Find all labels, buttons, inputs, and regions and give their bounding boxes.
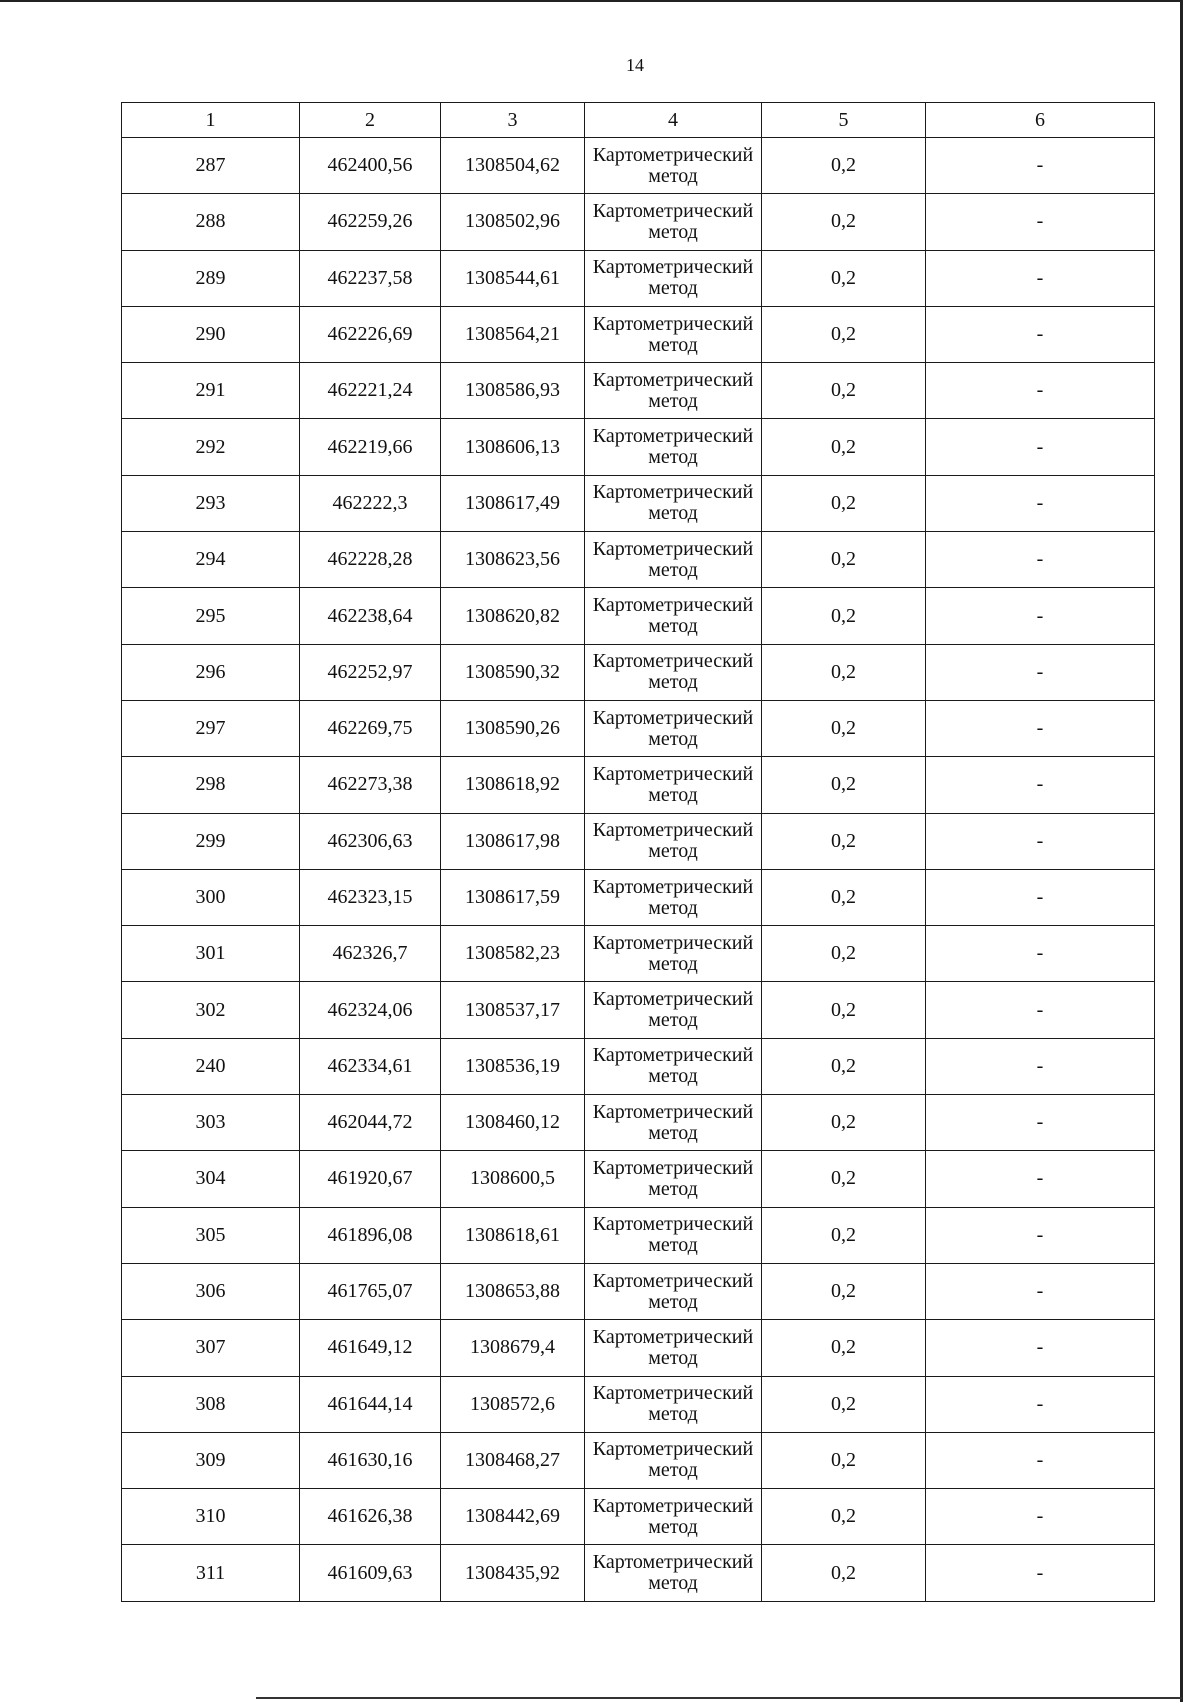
table-row (122, 1432, 1155, 1488)
accuracy-cell: 0,2 (762, 138, 926, 194)
accuracy-cell: 0,2 (762, 250, 926, 306)
header-row (122, 103, 1155, 138)
accuracy-cell: 0,2 (762, 1545, 926, 1601)
x-coordinate-cell: 462226,69 (300, 306, 441, 362)
table-row (122, 1376, 1155, 1432)
method-cell: Картометрический метод (585, 926, 762, 982)
accuracy-cell: 0,2 (762, 982, 926, 1038)
note-cell: - (926, 1151, 1155, 1207)
table-row (122, 982, 1155, 1038)
method-cell: Картометрический метод (585, 532, 762, 588)
accuracy-cell: 0,2 (762, 1151, 926, 1207)
method-cell: Картометрический метод (585, 1038, 762, 1094)
method-cell: Картометрический метод (585, 1320, 762, 1376)
x-coordinate-cell: 462269,75 (300, 700, 441, 756)
method-cell: Картометрический метод (585, 700, 762, 756)
accuracy-cell: 0,2 (762, 532, 926, 588)
point-number-cell: 298 (122, 757, 300, 813)
point-number-cell: 297 (122, 700, 300, 756)
accuracy-cell: 0,2 (762, 1320, 926, 1376)
point-number-cell: 309 (122, 1432, 300, 1488)
y-coordinate-cell: 1308617,59 (441, 869, 585, 925)
x-coordinate-cell: 461626,38 (300, 1489, 441, 1545)
x-coordinate-cell: 462400,56 (300, 138, 441, 194)
scan-edge-right (1180, 0, 1183, 1702)
column-header: 6 (926, 103, 1155, 138)
table-row (122, 869, 1155, 925)
y-coordinate-cell: 1308564,21 (441, 306, 585, 362)
y-coordinate-cell: 1308582,23 (441, 926, 585, 982)
note-cell: - (926, 869, 1155, 925)
method-cell: Картометрический метод (585, 1095, 762, 1151)
table-row (122, 250, 1155, 306)
note-cell: - (926, 982, 1155, 1038)
column-header: 4 (585, 103, 762, 138)
accuracy-cell: 0,2 (762, 363, 926, 419)
accuracy-cell: 0,2 (762, 644, 926, 700)
table-row (122, 588, 1155, 644)
y-coordinate-cell: 1308442,69 (441, 1489, 585, 1545)
note-cell: - (926, 1263, 1155, 1319)
x-coordinate-cell: 462273,38 (300, 757, 441, 813)
x-coordinate-cell: 462324,06 (300, 982, 441, 1038)
column-header: 5 (762, 103, 926, 138)
y-coordinate-cell: 1308586,93 (441, 363, 585, 419)
method-cell: Картометрический метод (585, 813, 762, 869)
table-row (122, 1489, 1155, 1545)
note-cell: - (926, 250, 1155, 306)
y-coordinate-cell: 1308617,49 (441, 475, 585, 531)
method-cell: Картометрический метод (585, 982, 762, 1038)
y-coordinate-cell: 1308620,82 (441, 588, 585, 644)
accuracy-cell: 0,2 (762, 1376, 926, 1432)
accuracy-cell: 0,2 (762, 1432, 926, 1488)
method-cell: Картометрический метод (585, 588, 762, 644)
accuracy-cell: 0,2 (762, 419, 926, 475)
y-coordinate-cell: 1308572,6 (441, 1376, 585, 1432)
point-number-cell: 306 (122, 1263, 300, 1319)
point-number-cell: 311 (122, 1545, 300, 1601)
method-cell: Картометрический метод (585, 644, 762, 700)
note-cell: - (926, 1376, 1155, 1432)
x-coordinate-cell: 462259,26 (300, 194, 441, 250)
note-cell: - (926, 813, 1155, 869)
note-cell: - (926, 644, 1155, 700)
x-coordinate-cell: 462323,15 (300, 869, 441, 925)
x-coordinate-cell: 462238,64 (300, 588, 441, 644)
x-coordinate-cell: 462326,7 (300, 926, 441, 982)
table-row (122, 813, 1155, 869)
table-row (122, 757, 1155, 813)
table-row (122, 363, 1155, 419)
point-number-cell: 307 (122, 1320, 300, 1376)
accuracy-cell: 0,2 (762, 700, 926, 756)
table-row (122, 1320, 1155, 1376)
table-row (122, 1207, 1155, 1263)
accuracy-cell: 0,2 (762, 869, 926, 925)
method-cell: Картометрический метод (585, 250, 762, 306)
x-coordinate-cell: 461765,07 (300, 1263, 441, 1319)
scan-edge-top (0, 0, 1182, 2)
table-row (122, 306, 1155, 362)
note-cell: - (926, 1095, 1155, 1151)
y-coordinate-cell: 1308618,61 (441, 1207, 585, 1263)
point-number-cell: 292 (122, 419, 300, 475)
table-row (122, 1545, 1155, 1601)
y-coordinate-cell: 1308653,88 (441, 1263, 585, 1319)
scan-edge-bottom (256, 1697, 1182, 1699)
point-number-cell: 290 (122, 306, 300, 362)
point-number-cell: 289 (122, 250, 300, 306)
point-number-cell: 300 (122, 869, 300, 925)
table-row (122, 419, 1155, 475)
table-row (122, 138, 1155, 194)
method-cell: Картометрический метод (585, 1545, 762, 1601)
x-coordinate-cell: 462044,72 (300, 1095, 441, 1151)
note-cell: - (926, 757, 1155, 813)
page-number: 14 (626, 55, 644, 75)
y-coordinate-cell: 1308536,19 (441, 1038, 585, 1094)
y-coordinate-cell: 1308590,32 (441, 644, 585, 700)
accuracy-cell: 0,2 (762, 1038, 926, 1094)
accuracy-cell: 0,2 (762, 813, 926, 869)
point-number-cell: 305 (122, 1207, 300, 1263)
method-cell: Картометрический метод (585, 475, 762, 531)
point-number-cell: 304 (122, 1151, 300, 1207)
method-cell: Картометрический метод (585, 1151, 762, 1207)
point-number-cell: 302 (122, 982, 300, 1038)
note-cell: - (926, 306, 1155, 362)
y-coordinate-cell: 1308435,92 (441, 1545, 585, 1601)
point-number-cell: 308 (122, 1376, 300, 1432)
note-cell: - (926, 1207, 1155, 1263)
method-cell: Картометрический метод (585, 1376, 762, 1432)
note-cell: - (926, 1432, 1155, 1488)
y-coordinate-cell: 1308618,92 (441, 757, 585, 813)
table-row (122, 644, 1155, 700)
note-cell: - (926, 475, 1155, 531)
table-row (122, 1151, 1155, 1207)
note-cell: - (926, 1320, 1155, 1376)
x-coordinate-cell: 462228,28 (300, 532, 441, 588)
accuracy-cell: 0,2 (762, 588, 926, 644)
accuracy-cell: 0,2 (762, 306, 926, 362)
accuracy-cell: 0,2 (762, 1207, 926, 1263)
point-number-cell: 293 (122, 475, 300, 531)
point-number-cell: 299 (122, 813, 300, 869)
accuracy-cell: 0,2 (762, 926, 926, 982)
point-number-cell: 301 (122, 926, 300, 982)
column-header: 1 (122, 103, 300, 138)
method-cell: Картометрический метод (585, 363, 762, 419)
method-cell: Картометрический метод (585, 869, 762, 925)
note-cell: - (926, 532, 1155, 588)
x-coordinate-cell: 461920,67 (300, 1151, 441, 1207)
x-coordinate-cell: 462219,66 (300, 419, 441, 475)
x-coordinate-cell: 462221,24 (300, 363, 441, 419)
accuracy-cell: 0,2 (762, 1263, 926, 1319)
x-coordinate-cell: 461644,14 (300, 1376, 441, 1432)
method-cell: Картометрический метод (585, 419, 762, 475)
x-coordinate-cell: 461630,16 (300, 1432, 441, 1488)
method-cell: Картометрический метод (585, 1207, 762, 1263)
point-number-cell: 291 (122, 363, 300, 419)
point-number-cell: 240 (122, 1038, 300, 1094)
table-row (122, 194, 1155, 250)
method-cell: Картометрический метод (585, 138, 762, 194)
method-cell: Картометрический метод (585, 1489, 762, 1545)
note-cell: - (926, 588, 1155, 644)
method-cell: Картометрический метод (585, 757, 762, 813)
x-coordinate-cell: 462237,58 (300, 250, 441, 306)
table-row (122, 1263, 1155, 1319)
y-coordinate-cell: 1308502,96 (441, 194, 585, 250)
point-number-cell: 296 (122, 644, 300, 700)
y-coordinate-cell: 1308623,56 (441, 532, 585, 588)
x-coordinate-cell: 461896,08 (300, 1207, 441, 1263)
table-row (122, 1095, 1155, 1151)
note-cell: - (926, 1489, 1155, 1545)
point-number-cell: 294 (122, 532, 300, 588)
method-cell: Картометрический метод (585, 306, 762, 362)
x-coordinate-cell: 462252,97 (300, 644, 441, 700)
accuracy-cell: 0,2 (762, 194, 926, 250)
y-coordinate-cell: 1308460,12 (441, 1095, 585, 1151)
note-cell: - (926, 1038, 1155, 1094)
coordinates-table-body (122, 103, 1155, 1602)
x-coordinate-cell: 461609,63 (300, 1545, 441, 1601)
accuracy-cell: 0,2 (762, 757, 926, 813)
point-number-cell: 288 (122, 194, 300, 250)
note-cell: - (926, 194, 1155, 250)
point-number-cell: 295 (122, 588, 300, 644)
method-cell: Картометрический метод (585, 194, 762, 250)
x-coordinate-cell: 462334,61 (300, 1038, 441, 1094)
note-cell: - (926, 419, 1155, 475)
column-header: 3 (441, 103, 585, 138)
note-cell: - (926, 363, 1155, 419)
y-coordinate-cell: 1308679,4 (441, 1320, 585, 1376)
point-number-cell: 310 (122, 1489, 300, 1545)
method-cell: Картометрический метод (585, 1432, 762, 1488)
point-number-cell: 287 (122, 138, 300, 194)
accuracy-cell: 0,2 (762, 1489, 926, 1545)
x-coordinate-cell: 462306,63 (300, 813, 441, 869)
table-row (122, 926, 1155, 982)
note-cell: - (926, 1545, 1155, 1601)
point-number-cell: 303 (122, 1095, 300, 1151)
x-coordinate-cell: 462222,3 (300, 475, 441, 531)
table-row (122, 700, 1155, 756)
coordinates-table (121, 102, 1155, 1602)
accuracy-cell: 0,2 (762, 1095, 926, 1151)
y-coordinate-cell: 1308544,61 (441, 250, 585, 306)
column-header: 2 (300, 103, 441, 138)
y-coordinate-cell: 1308537,17 (441, 982, 585, 1038)
table-row (122, 475, 1155, 531)
x-coordinate-cell: 461649,12 (300, 1320, 441, 1376)
note-cell: - (926, 700, 1155, 756)
accuracy-cell: 0,2 (762, 475, 926, 531)
y-coordinate-cell: 1308617,98 (441, 813, 585, 869)
y-coordinate-cell: 1308600,5 (441, 1151, 585, 1207)
note-cell: - (926, 926, 1155, 982)
y-coordinate-cell: 1308504,62 (441, 138, 585, 194)
y-coordinate-cell: 1308468,27 (441, 1432, 585, 1488)
y-coordinate-cell: 1308606,13 (441, 419, 585, 475)
note-cell: - (926, 138, 1155, 194)
table-row (122, 532, 1155, 588)
y-coordinate-cell: 1308590,26 (441, 700, 585, 756)
method-cell: Картометрический метод (585, 1263, 762, 1319)
table-row (122, 1038, 1155, 1094)
